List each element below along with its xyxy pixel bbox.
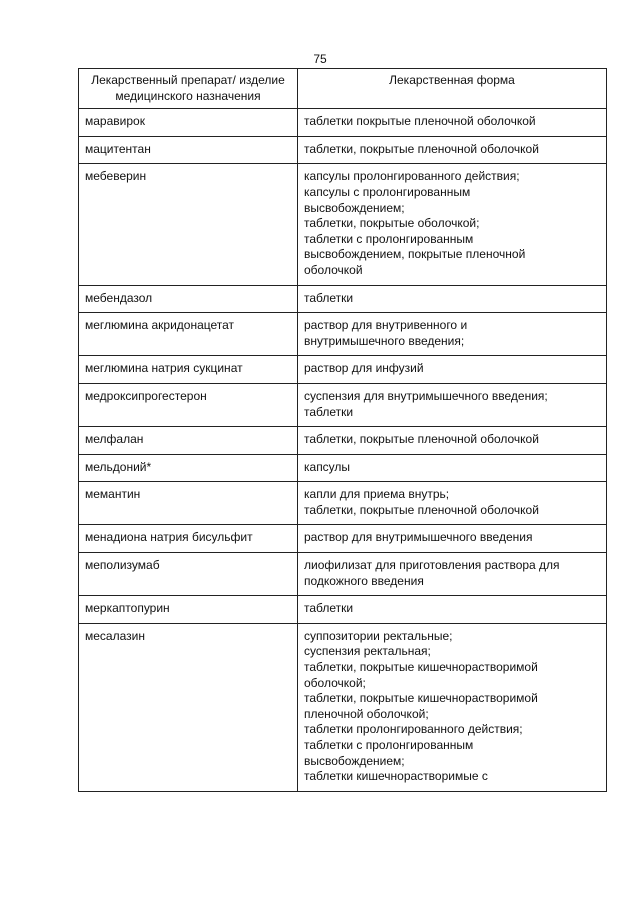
dosage-form-cell [298, 109, 607, 137]
table-row [79, 313, 607, 356]
header-dosage-form: Лекарственная форма [298, 69, 607, 109]
dosage-form-cell [298, 454, 607, 482]
table-row [79, 482, 607, 525]
dosage-form-line: раствор для внутримышечного введения [304, 530, 533, 545]
dosage-form-cell [298, 164, 607, 285]
dosage-form-cell [298, 623, 607, 791]
table-row [79, 427, 607, 455]
dosage-form-line: капсулы пролонгированного действия; [304, 169, 520, 184]
table-row [79, 164, 607, 285]
dosage-form-cell [298, 313, 607, 356]
dosage-form-line: суппозитории ректальные; [304, 628, 453, 643]
dosage-form-line: раствор для внутривенного и [304, 318, 468, 333]
dosage-form-line: капли для приема внутрь; [304, 487, 450, 502]
table-row [79, 623, 607, 791]
table-row [79, 109, 607, 137]
drug-name-cell: маравирок [79, 109, 298, 137]
table-row [79, 285, 607, 313]
dosage-form-cell [298, 596, 607, 624]
dosage-form-cell [298, 482, 607, 525]
table-row [79, 525, 607, 553]
table-row [79, 553, 607, 596]
dosage-form-line: таблетки, покрытые пленочной оболочкой [304, 432, 539, 447]
table-row [79, 356, 607, 384]
dosage-form-line: таблетки, покрытые кишечнорастворимой [304, 660, 538, 675]
drug-name-cell: мемантин [79, 482, 298, 525]
page-number: 75 [313, 52, 327, 66]
dosage-form-line: оболочкой; [304, 675, 366, 690]
drug-name-cell: мебеверин [79, 164, 298, 285]
drug-name-cell: менадиона натрия бисульфит [79, 525, 298, 553]
dosage-form-line: оболочкой [304, 262, 363, 277]
dosage-form-line: таблетки [304, 404, 354, 419]
drug-name-cell: меглюмина натрия сукцинат [79, 356, 298, 384]
drug-name-cell: меглюмина акридонацетат [79, 313, 298, 356]
drug-name-cell: мацитентан [79, 136, 298, 164]
dosage-form-line: таблетки пролонгированного действия; [304, 722, 523, 737]
dosage-form-line: подкожного введения [304, 573, 424, 588]
dosage-form-line: таблетки, покрытые пленочной оболочкой [304, 502, 539, 517]
drug-name-cell: месалазин [79, 623, 298, 791]
dosage-form-line: таблетки, покрытые оболочкой; [304, 216, 480, 231]
table-body [79, 109, 607, 792]
dosage-form-cell [298, 427, 607, 455]
drug-table [78, 68, 607, 792]
header-drug-name: Лекарственный препарат/ изделие медицинского назначения [79, 69, 298, 109]
drug-name-cell: меполизумаб [79, 553, 298, 596]
drug-name-cell: мелфалан [79, 427, 298, 455]
dosage-form-line: таблетки [304, 290, 354, 305]
dosage-form-line: таблетки [304, 601, 354, 616]
table-header-row [79, 69, 607, 109]
dosage-form-cell [298, 553, 607, 596]
table-header [79, 69, 607, 109]
drug-name-cell: медроксипрогестерон [79, 383, 298, 426]
dosage-form-cell [298, 356, 607, 384]
dosage-form-cell [298, 525, 607, 553]
drug-name-cell: мельдоний* [79, 454, 298, 482]
dosage-form-line: таблетки кишечнорастворимые с [304, 769, 488, 784]
dosage-form-line: высвобождением; [304, 200, 405, 215]
dosage-form-line: капсулы с пролонгированным [304, 184, 471, 199]
dosage-form-line: таблетки с пролонгированным [304, 231, 474, 246]
dosage-form-line: высвобождением, покрытые пленочной [304, 247, 526, 262]
dosage-form-line: капсулы [304, 459, 351, 474]
dosage-form-line: внутримышечного введения; [304, 333, 465, 348]
dosage-form-line: суспензия ректальная; [304, 644, 431, 659]
dosage-form-cell [298, 285, 607, 313]
dosage-form-line: лиофилизат для приготовления раствора для [304, 558, 560, 573]
table-row [79, 596, 607, 624]
dosage-form-line: таблетки с пролонгированным [304, 738, 474, 752]
dosage-form-line: пленочной оболочкой; [304, 706, 429, 721]
drug-name-cell: мебендазол [79, 285, 298, 313]
table-row [79, 454, 607, 482]
table-row [79, 383, 607, 426]
dosage-form-cell [298, 136, 607, 164]
dosage-form-line: таблетки, покрытые пленочной оболочкой [304, 141, 539, 156]
dosage-form-cell [298, 383, 607, 426]
drug-name-cell: меркаптопурин [79, 596, 298, 624]
dosage-form-line: высвобождением; [304, 753, 405, 768]
table-row [79, 136, 607, 164]
dosage-form-line: таблетки, покрытые кишечнорастворимой [304, 691, 538, 706]
dosage-form-line: раствор для инфузий [304, 361, 424, 376]
dosage-form-line: суспензия для внутримышечного введения; [304, 388, 548, 403]
dosage-form-line: таблетки покрытые пленочной оболочкой [304, 114, 536, 129]
